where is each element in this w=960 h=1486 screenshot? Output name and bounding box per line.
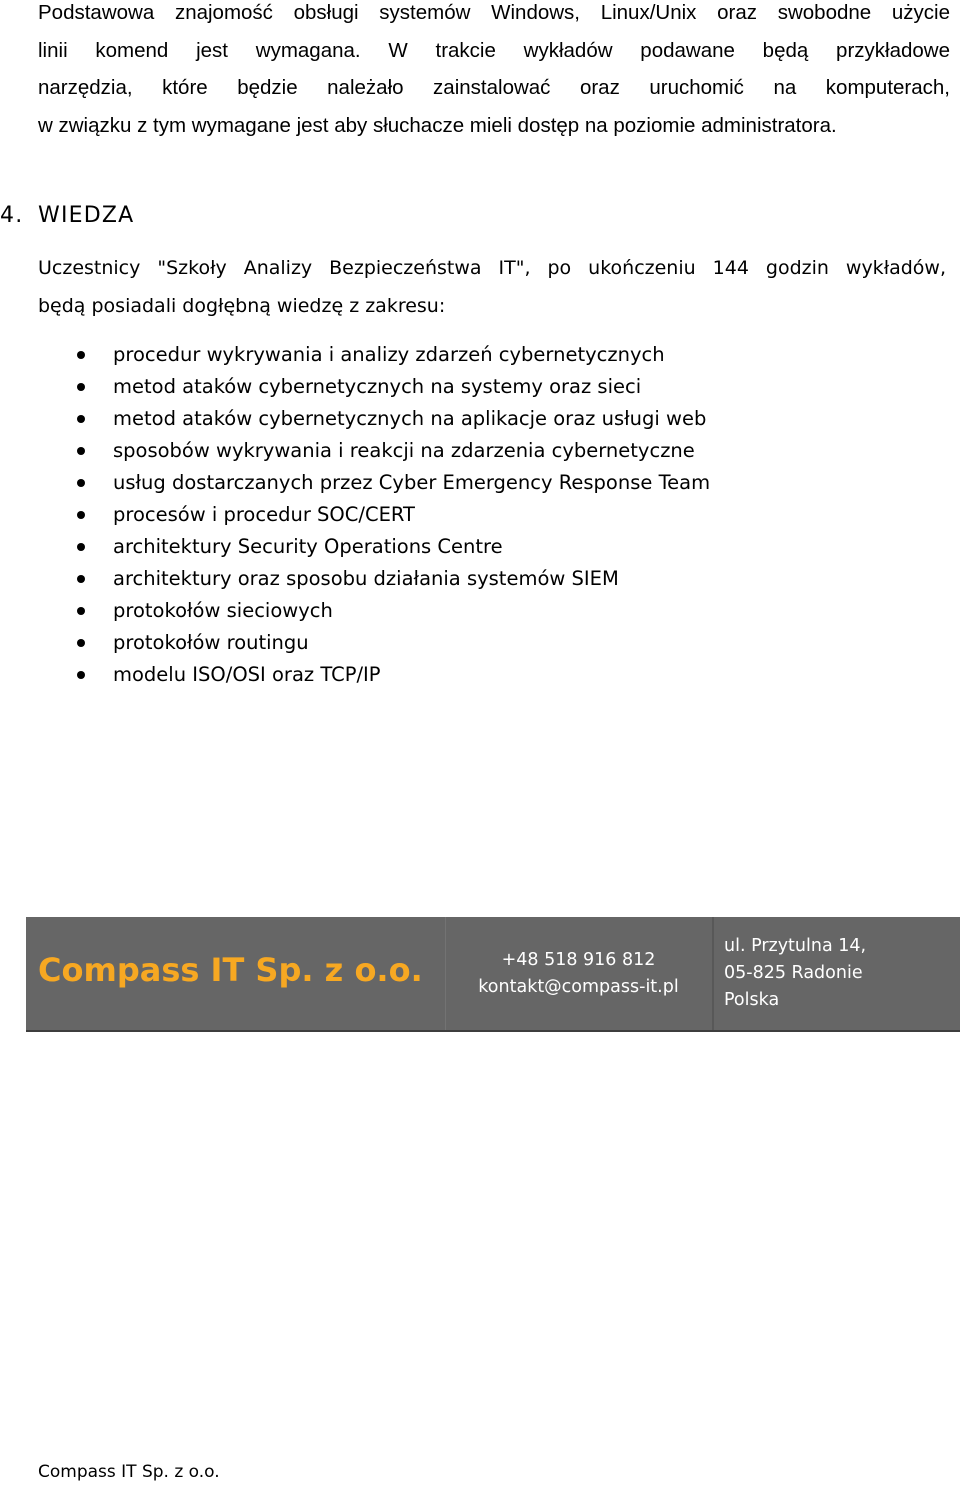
- section-paragraph: [38, 250, 946, 325]
- footer-divider: [712, 917, 714, 1030]
- bullet-icon: [77, 351, 85, 359]
- company-footer-banner: [26, 917, 960, 1032]
- intro-line-3: narzędzia, które będzie należało zainstalować oraz uruchomić na komputerach,: [38, 76, 950, 99]
- page-footer: Compass IT Sp. z o.o.: [38, 1462, 220, 1482]
- intro-line-1: Podstawowa znajomość obsługi systemów Windows, Linux/Unix oraz swobodne użycie: [38, 1, 950, 24]
- list-item-text: sposobów wykrywania i reakcji na zdarzenia cybernetyczne: [113, 439, 695, 462]
- section-paragraph-line-1: Uczestnicy "Szkoły Analizy Bezpieczeństwa IT", po ukończeniu 144 godzin wykładów,: [38, 257, 946, 279]
- intro-paragraph: [38, 0, 950, 144]
- list-item-text: procedur wykrywania i analizy zdarzeń cybernetycznych: [113, 343, 665, 366]
- list-item-text: architektury oraz sposobu działania systemów SIEM: [113, 567, 619, 590]
- intro-line-2: linii komend jest wymagana. W trakcie wykładów podawane będą przykładowe: [38, 38, 950, 62]
- bullet-icon: [77, 447, 85, 455]
- address-line-2: 05-825 Radonie: [724, 963, 863, 983]
- section-heading: [0, 203, 134, 228]
- list-item-text: modelu ISO/OSI oraz TCP/IP: [113, 663, 381, 686]
- company-name: Compass IT Sp. z o.o.: [38, 951, 423, 989]
- bullet-icon: [77, 479, 85, 487]
- bullet-icon: [77, 671, 85, 679]
- bullet-icon: [77, 383, 85, 391]
- email-address: kontakt@compass-it.pl: [478, 977, 679, 997]
- bullet-icon: [77, 575, 85, 583]
- list-item-text: protokołów routingu: [113, 631, 309, 654]
- section-paragraph-line-2: będą posiadali dogłębną wiedzę z zakresu:: [38, 294, 446, 317]
- bullet-icon: [77, 511, 85, 519]
- postal-address: [724, 933, 866, 1014]
- address-line-3: Polska: [724, 990, 780, 1010]
- address-line-1: ul. Przytulna 14,: [724, 936, 867, 956]
- list-item-text: metod ataków cybernetycznych na aplikacje oraz usługi web: [113, 407, 707, 430]
- list-item-text: procesów i procedur SOC/CERT: [113, 503, 415, 526]
- section-number: 4.: [0, 203, 24, 228]
- footer-divider: [445, 917, 446, 1030]
- list-item-text: protokołów sieciowych: [113, 599, 333, 622]
- bullet-icon: [77, 543, 85, 551]
- phone-number: +48 518 916 812: [501, 950, 656, 970]
- list-item-text: usług dostarczanych przez Cyber Emergency Response Team: [113, 471, 711, 494]
- contact-info: [466, 947, 691, 1001]
- list-item-text: architektury Security Operations Centre: [113, 535, 503, 558]
- section-title: WIEDZA: [38, 203, 135, 228]
- bullet-icon: [77, 607, 85, 615]
- bullet-icon: [77, 639, 85, 647]
- intro-line-4: w związku z tym wymagane jest aby słuchacze mieli dostęp na poziomie administratora.: [38, 113, 837, 137]
- bullet-icon: [77, 415, 85, 423]
- list-item-text: metod ataków cybernetycznych na systemy oraz sieci: [113, 375, 642, 398]
